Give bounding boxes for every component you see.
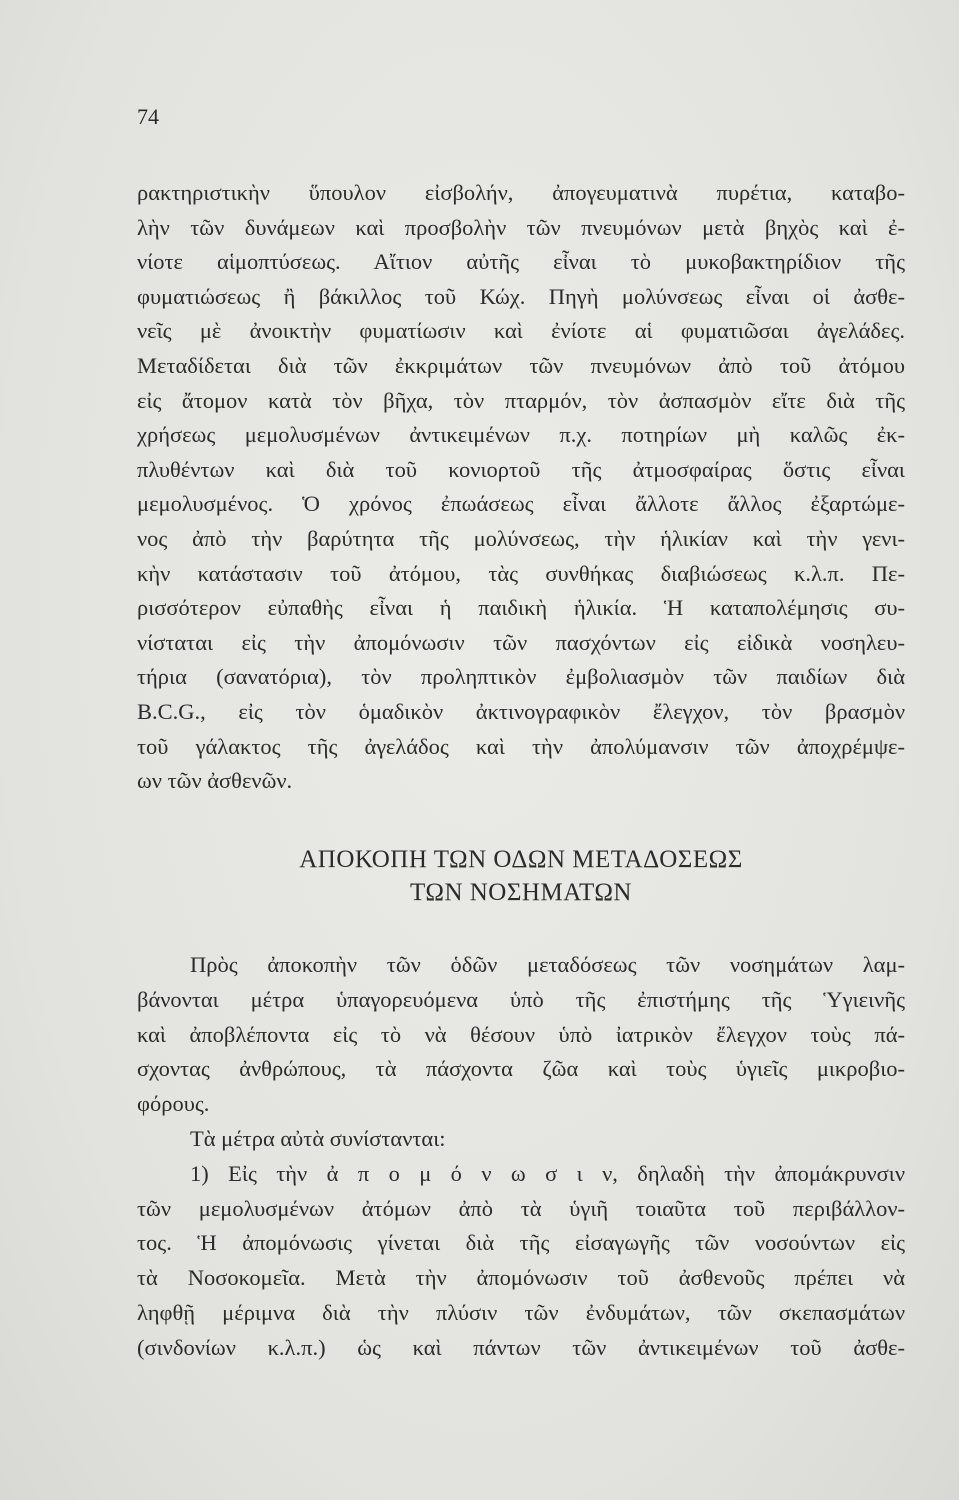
page-number: 74 (137, 104, 159, 129)
text-line: τοῦ γάλακτος τῆς ἀγελάδος καὶ τὴν ἀπολύμανσιν τῶν ἀποχρέμψε- (137, 733, 905, 759)
text-line: καὶ ἀποβλέποντα εἰς τὸ νὰ θέσουν ὑπὸ ἰατρικὸν ἔλεγχον τοὺς πά- (137, 1021, 905, 1047)
body-text-top (137, 176, 905, 799)
text-line: νος ἀπὸ τὴν βαρύτητα τῆς μολύνσεως, τὴν ἡλικίαν καὶ τὴν γενι- (137, 525, 905, 551)
text-line: ρισσότερον εὐπαθὴς εἶναι ἡ παιδικὴ ἡλικία. Ἡ καταπολέμησις συ- (137, 595, 905, 621)
text-line: φόρους. (137, 1091, 210, 1117)
text-line: πλυθέντων καὶ διὰ τοῦ κονιορτοῦ τῆς ἀτμοσφαίρας ὅστις εἶναι (137, 456, 905, 482)
text-line: χρήσεως μεμολυσμένων ἀντικειμένων π.χ. ποτηρίων μὴ καλῶς ἐκ- (137, 422, 905, 448)
text-line: βάνονται μέτρα ὑπαγορευόμενα ὑπὸ τῆς ἐπιστήμης τῆς Ὑγιεινῆς (137, 986, 905, 1012)
paragraph (137, 176, 905, 799)
text-line: λὴν τῶν δυνάμεων καὶ προσβολὴν τῶν πνευμόνων μετὰ βηχὸς καὶ ἐ- (137, 214, 905, 240)
text-line: ων τῶν ἀσθενῶν. (137, 768, 293, 794)
paragraph (137, 1122, 905, 1157)
text-line: νίσταται εἰς τὴν ἀπομόνωσιν τῶν πασχόντων εἰς εἰδικὰ νοσηλευ- (137, 629, 905, 655)
text-line: 1) Εἰς τὴν ἀ π ο μ ό ν ω σ ι ν, δηλαδὴ τὴν ἀπομάκρυνσιν (190, 1160, 905, 1186)
body-text-bottom (137, 948, 905, 1366)
text-line: τῶν μεμολυσμένων ἀτόμων ἀπὸ τὰ ὑγιῆ τοιαῦτα τοῦ περιβάλλον- (137, 1195, 905, 1221)
text-line: Μεταδίδεται διὰ τῶν ἐκκριμάτων τῶν πνευμόνων ἀπὸ τοῦ ἀτόμου (137, 352, 905, 378)
text-line: ληφθῇ μέριμνα διὰ τὴν πλύσιν τῶν ἐνδυμάτων, τῶν σκεπασμάτων (137, 1299, 905, 1325)
paragraph (137, 948, 905, 1122)
text-line: κὴν κατάστασιν τοῦ ἀτόμου, τὰς συνθήκας διαβιώσεως κ.λ.π. Πε- (137, 560, 905, 586)
text-line: φυματιώσεως ἢ βάκιλλος τοῦ Κώχ. Πηγὴ μολύνσεως εἶναι οἱ ἀσθε- (137, 283, 905, 309)
heading-line: ΑΠΟΚΟΠΗ ΤΩΝ ΟΔΩΝ ΜΕΤΑΔΟΣΕΩΣ (299, 846, 743, 873)
text-line: νίοτε αἱμοπτύσεως. Αἴτιον αὐτῆς εἶναι τὸ μυκοβακτηρίδιον τῆς (137, 249, 905, 275)
paragraph (137, 1157, 905, 1366)
text-line: τος. Ἡ ἀπομόνωσις γίνεται διὰ τῆς εἰσαγωγῆς τῶν νοσούντων εἰς (137, 1230, 905, 1256)
text-line: Τὰ μέτρα αὐτὰ συνίστανται: (190, 1125, 446, 1151)
text-line: ρακτηριστικὴν ὕπουλον εἰσβολήν, ἀπογευματινὰ πυρέτια, καταβο- (137, 180, 905, 205)
text-line: (σινδονίων κ.λ.π.) ὡς καὶ πάντων τῶν ἀντικειμένων τοῦ ἀσθε- (137, 1334, 905, 1360)
text-line: Πρὸς ἀποκοπὴν τῶν ὁδῶν μεταδόσεως τῶν νοσημάτων λαμ- (190, 952, 905, 977)
text-line: τήρια (σανατόρια), τὸν προληπτικὸν ἐμβολιασμὸν τῶν παιδίων διὰ (137, 664, 905, 690)
text-line: τὰ Νοσοκομεῖα. Μετὰ τὴν ἀπομόνωσιν τοῦ ἀσθενοῦς πρέπει νὰ (137, 1265, 905, 1291)
section-heading (137, 843, 905, 909)
text-line: B.C.G., εἰς τὸν ὁμαδικὸν ἀκτινογραφικὸν ἔλεγχον, τὸν βρασμὸν (137, 698, 905, 724)
text-line: εἰς ἄτομον κατὰ τὸν βῆχα, τὸν πταρμόν, τὸν ἀσπασμὸν εἴτε διὰ τῆς (137, 387, 905, 413)
text-line: σχοντας ἀνθρώπους, τὰ πάσχοντα ζῶα καὶ τοὺς ὑγιεῖς μικροβιο- (137, 1056, 905, 1082)
text-line: μεμολυσμένος. Ὁ χρόνος ἐπωάσεως εἶναι ἄλλοτε ἄλλος ἐξαρτώμε- (137, 491, 905, 517)
heading-line: ΤΩΝ ΝΟΣΗΜΑΤΩΝ (410, 879, 632, 906)
text-line: νεῖς μὲ ἀνοικτὴν φυματίωσιν καὶ ἐνίοτε αἱ φυματιῶσαι ἀγελάδες. (137, 318, 905, 344)
